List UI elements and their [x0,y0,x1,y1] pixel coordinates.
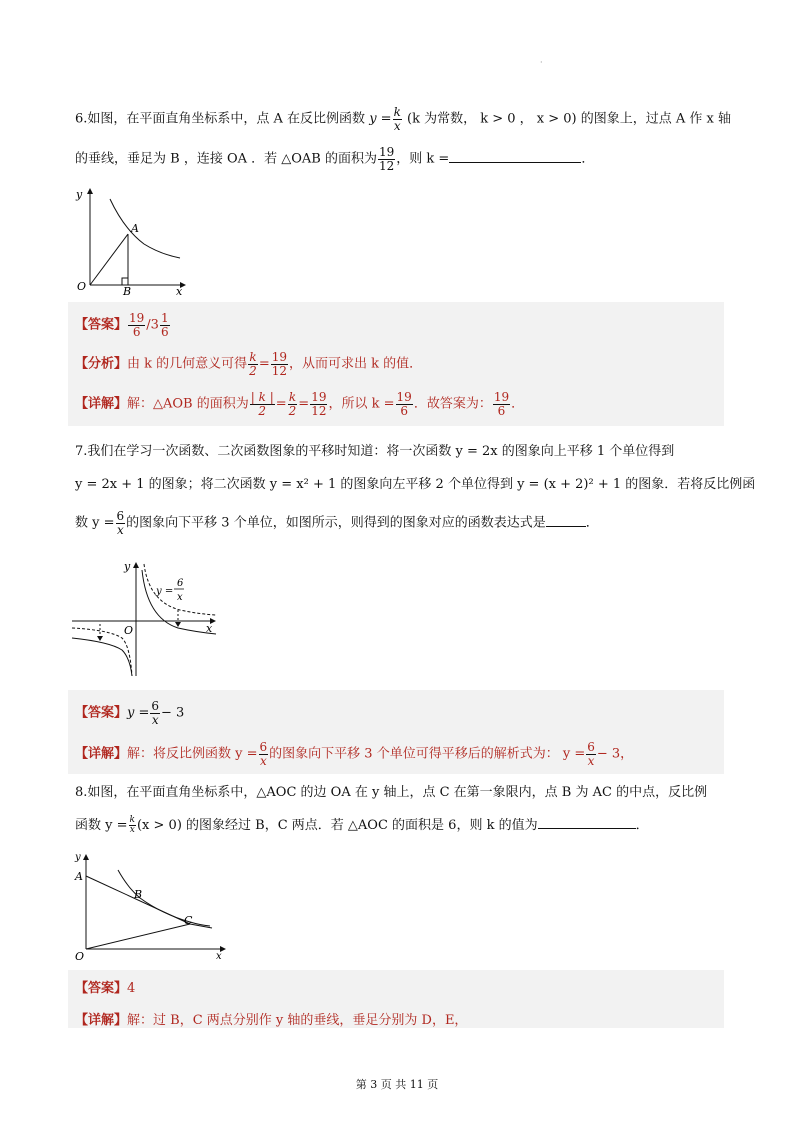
q6-figure [72,184,192,296]
q6-answer-fraction2 [160,312,170,338]
q6-answer-den1: 6 [132,324,141,339]
q6-detail-f3-num: 19 [311,390,327,404]
q8-figure [72,848,232,964]
q6-area-den: 12 [379,158,395,173]
q6-area-fraction [378,146,395,172]
q6-analysis-text-b: ，从而可求出 k 的值． [289,356,423,372]
q6-detail-f4-den: 6 [400,403,408,418]
q8-answer-tag: 【答案】 [75,981,128,996]
q7-answer-fraction [150,700,160,726]
q7-label-eq: y = [156,586,174,597]
q6-label-o: O [77,280,87,293]
q7-line1: 7.我们在学习一次函数、二次函数图象的平移时知道：将一次函数 y = 2x 的图象向上平移 1 个单位得到 [75,444,675,459]
q6-text-c: 的垂线，垂足为 B ，连接 OA ．若 △OAB 的面积为 [75,151,377,167]
q7-detail-text-a: 解：将反比例函数 y = [127,746,258,762]
q6-text-b: (k 为常数， k > 0 ， x > 0) 的图象上，过点 A 作 x 轴 [402,111,731,127]
q7-answer-num: 6 [151,699,160,713]
q8-detail-text: 解：过 B，C 两点分别作 y 轴的垂线，垂足分别为 D，E， [127,1013,468,1028]
q6-curve [110,199,180,258]
q6-detail-text-a: 解：△AOB 的面积为 [127,396,249,412]
q6-detail-fraction2 [288,391,298,417]
q6-analysis-fraction1 [248,351,258,377]
q6-detail-f5-num: 19 [493,390,510,404]
q7-line3 [75,510,599,536]
q7-answer-text-b: − 3 [161,705,185,721]
q6-func-den: x [393,118,401,133]
q6-detail-eq1: = [275,396,287,412]
q6-analysis-eq: = [258,356,270,372]
q6-func-lhs: y = [369,111,392,127]
q7-label-o: O [124,624,134,637]
q6-label-x: x [176,285,183,296]
q7-shifted-curve-left [72,638,132,676]
q6-detail-end: ． [511,396,525,412]
q6-detail-f5-den: 6 [497,403,506,418]
q7-line3-num: 6 [116,509,125,523]
q7-original-curve-left [72,628,132,676]
q8-label-a: A [75,870,83,883]
q6-end: ． [581,151,595,167]
q6-answer-num1: 19 [129,311,145,325]
q6-detail-f4-num: 19 [396,390,412,404]
q7-y-arrow [133,562,139,568]
q7-answer-blank [546,514,586,527]
q6-answer-blank [449,150,581,163]
q8-curve [118,870,210,926]
q6-analysis-fraction2 [271,351,288,377]
q6-analysis-tag: 【分析】 [75,356,128,372]
q6-answer-num2: 1 [160,311,169,325]
q6-detail-fraction5 [493,391,510,417]
q6-analysis-f2-num: 19 [271,350,287,364]
header-mark: · [540,58,543,67]
q6-detail-f2-den: 2 [288,403,297,418]
q7-answer [75,700,184,726]
q6-analysis-text-a: 由 k 的几何意义可得 [127,356,248,372]
q8-line2-end: ． [635,818,649,833]
q7-detail-fraction2 [586,741,596,767]
q6-label-y: y [76,188,83,201]
q6-answer [75,312,171,338]
q8-answer-blank [538,816,636,829]
q6-analysis-f2-den: 12 [271,363,287,378]
q7-detail-text-b: 的图象向下平移 3 个单位可得平移后的解析式为： y = [269,746,586,762]
q7-detail-num2: 6 [587,740,595,754]
q7-figure [70,558,220,680]
q7-line3-den: x [116,522,124,537]
q6-segment-oa [90,234,128,285]
q7-shift-arrowhead-right [175,622,181,627]
q7-answer-text-a: y = [127,705,150,721]
q6-detail-text-b: ，所以 k = [328,396,395,412]
q7-detail [75,741,633,767]
q8-line1: 8.如图，在平面直角坐标系中，△AOC 的边 OA 在 y 轴上，点 C 在第一象限内，点 B 为 AC 的中点，反比例 [75,785,708,800]
q6-analysis-f1-den: 2 [249,363,257,378]
q7-answer-tag: 【答案】 [75,705,128,721]
q7-shift-arrowhead-left [97,636,103,641]
q8-label-y: y [75,852,81,863]
q7-line3-fraction [116,510,126,536]
q7-line3-end: ． [585,515,599,531]
q7-detail-text-c: − 3， [596,746,634,762]
q6-answer-den2: 6 [160,324,169,339]
q8-line2-text-a: 函数 y = [75,818,128,833]
q6-right-angle [122,278,128,285]
q6-line2 [75,146,594,172]
q7-label-x: x [206,622,213,635]
q7-line2: y = 2x + 1 的图象；将二次函数 y = x² + 1 的图象向左平移 2 个单位得到 y = (x + 2)² + 1 的图象．若将反比例函 [75,477,756,492]
q8-line2-den: x [129,825,135,835]
q6-detail-tag: 【详解】 [75,396,128,412]
q7-label-num: 6 [177,578,184,589]
q8-y-arrow [83,854,89,860]
q7-detail-den2: x [587,753,595,768]
q6-answer-fraction1 [128,312,145,338]
q6-detail-fraction1 [250,391,275,417]
q6-area-num: 19 [379,145,395,159]
q6-y-arrow [87,188,93,194]
q7-label-y: y [124,560,131,573]
q6-line1 [75,106,731,132]
q8-line2-num: k [129,814,135,825]
q6-label-a: A [131,222,139,235]
q6-detail-text-c: ．故答案为： [413,396,492,412]
q7-original-curve-right [144,564,216,615]
q6-answer-tag: 【答案】 [75,317,128,333]
q6-detail-f1-num: | k | [250,390,274,404]
q6-text-a: 6.如图，在平面直角坐标系中，点 A 在反比例函数 [75,111,370,127]
q7-detail-fraction [259,741,269,767]
q6-detail-fraction4 [396,391,413,417]
q6-func-num: k [393,105,401,119]
q6-analysis [75,351,422,377]
q6-detail [75,391,524,417]
q8-answer [75,977,135,996]
q6-detail-f1-den: 2 [258,403,267,418]
q7-detail-den: x [259,753,267,768]
q6-analysis-f1-num: k [249,350,257,364]
q8-label-c: C [184,914,193,927]
q7-line3-text-b: 的图象向下平移 3 个单位，如图所示，则得到的图象对应的函数表达式是 [126,515,546,531]
q8-detail-tag: 【详解】 [75,1013,128,1028]
q8-line2-text-b: (x > 0) 的图象经过 B，C 两点．若 △AOC 的面积是 6，则 k 的值为 [136,818,538,833]
q6-detail-f3-den: 12 [311,403,327,418]
q7-label-den: x [177,592,183,603]
q6-detail-fraction3 [310,391,327,417]
q6-detail-f2-num: k [288,390,297,404]
q7-detail-tag: 【详解】 [75,746,128,762]
q6-text-d: ，则 k = [396,151,450,167]
q8-label-o: O [75,950,85,963]
q8-answer-value: 4 [127,981,136,996]
q8-label-x: x [216,951,222,962]
q8-line2-fraction [129,816,136,836]
q8-detail [75,1009,467,1028]
q6-label-b: B [123,285,132,296]
q7-detail-num: 6 [259,740,268,754]
q8-segment-oc [86,924,190,949]
q7-answer-den: x [151,712,159,727]
q6-func-fraction [393,106,402,132]
page-footer: 第 3 页 共 11 页 [355,1078,439,1091]
q8-line2 [75,814,649,835]
q6-answer-sep: /3 [146,317,159,333]
q7-line3-text-a: 数 y = [75,515,115,531]
q6-detail-eq2: = [298,396,310,412]
q8-label-b: B [134,888,143,901]
